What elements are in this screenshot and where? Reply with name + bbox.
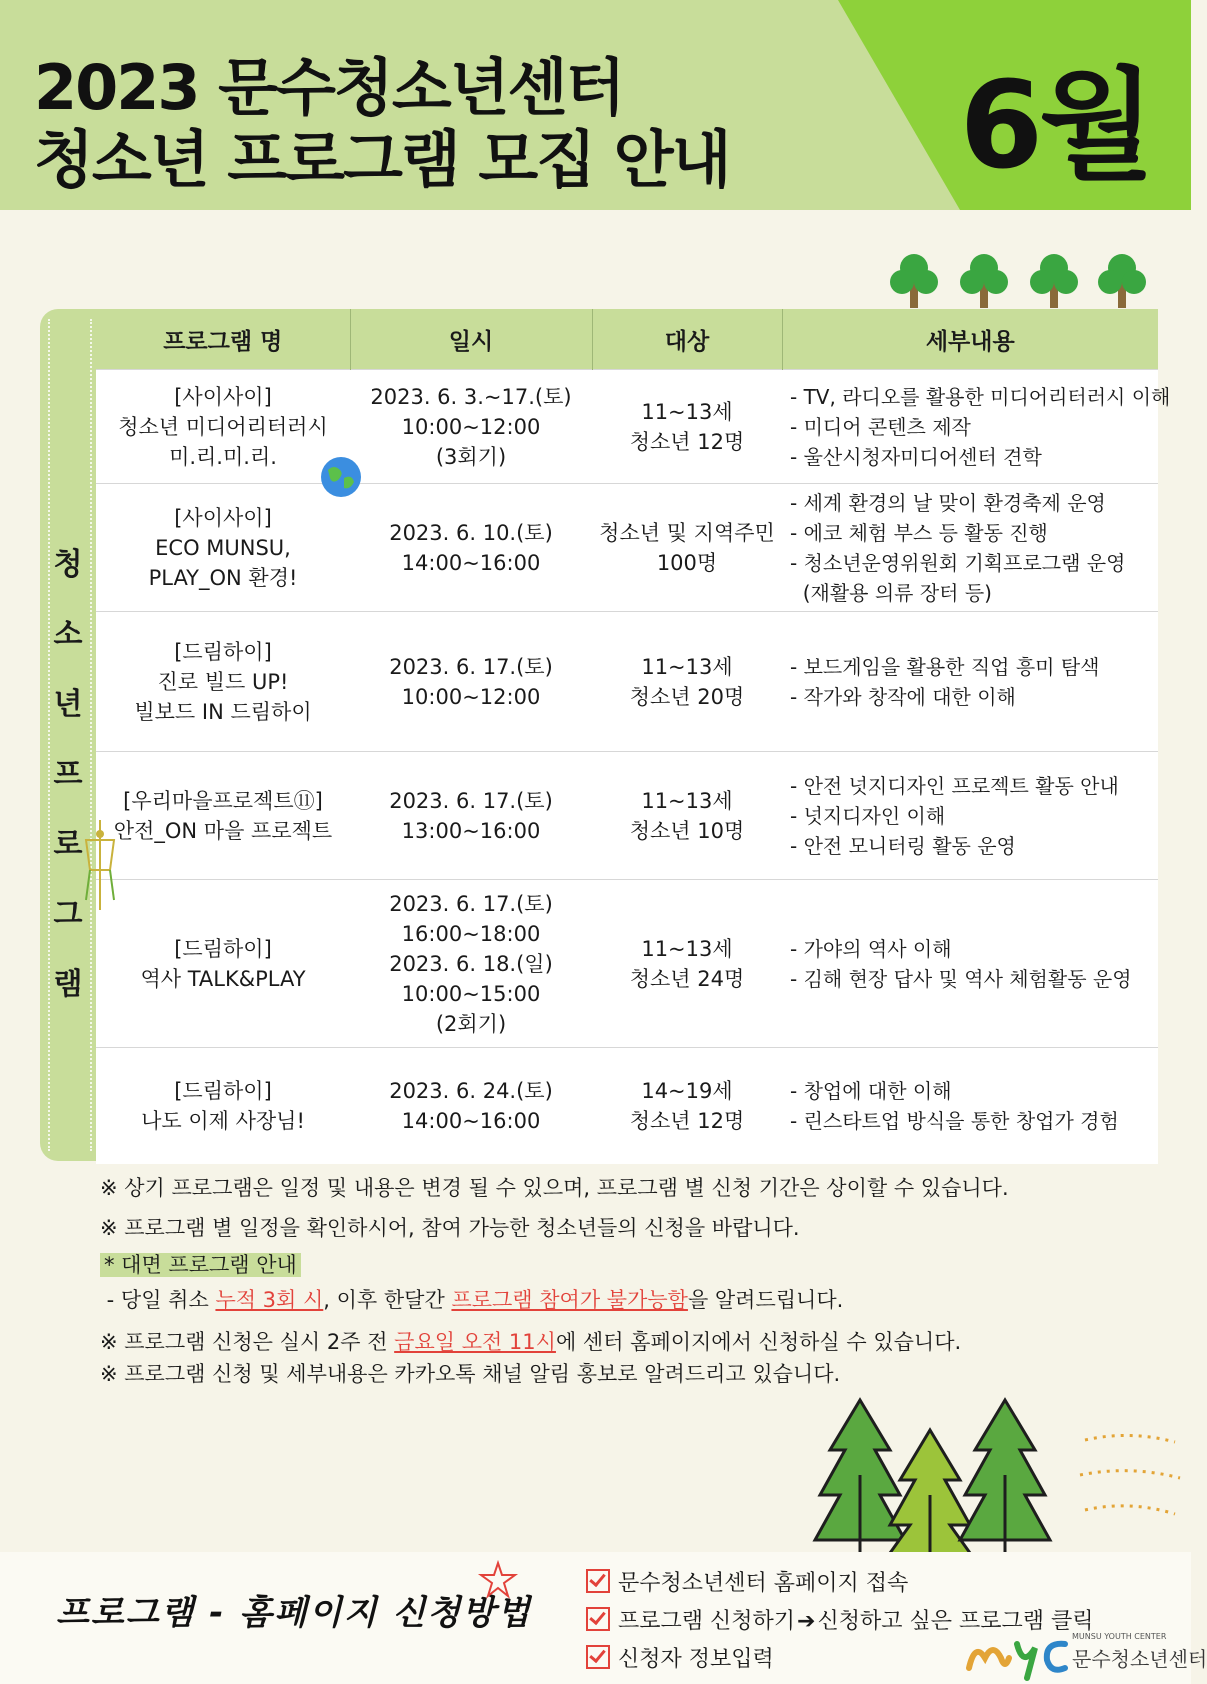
- program-date-cell: 2023. 6. 3.~17.(토) 10:00~12:00 (3회기): [350, 370, 592, 484]
- column-header-details: 세부내용: [782, 309, 1158, 370]
- program-target-cell: 14~19세 청소년 12명: [592, 1048, 782, 1164]
- table-row: [96, 370, 1158, 484]
- checkbox-icon: [586, 1645, 610, 1669]
- table-row: [96, 484, 1158, 612]
- sidebar-char: 로: [53, 827, 83, 862]
- page-title-line2: 청소년 프로그램 모집 안내: [34, 123, 730, 196]
- tree-icon: [960, 254, 1008, 308]
- tree-icon: [1098, 254, 1146, 308]
- sidebar-char: 소: [53, 617, 83, 652]
- table-header-row: [96, 309, 1158, 370]
- checkbox-icon: [586, 1607, 610, 1631]
- page-title-line1: 2023 문수청소년센터: [34, 51, 624, 124]
- sidebar-char: 년: [53, 687, 83, 722]
- program-target-cell: 11~13세 청소년 24명: [592, 880, 782, 1048]
- lantern-icon: [80, 820, 120, 910]
- program-date-cell: 2023. 6. 17.(토) 16:00~18:00 2023. 6. 18.(일) 10:00~15:00 (2회기): [350, 880, 592, 1048]
- globe-icon: [320, 456, 362, 498]
- step-enter-info: 신청자 정보입력: [586, 1642, 774, 1673]
- sidebar-char: 청: [53, 547, 83, 582]
- star-icon: [478, 1560, 518, 1600]
- program-date-cell: 2023. 6. 10.(토) 14:00~16:00: [350, 484, 592, 612]
- program-name-cell: [드림하이] 진로 빌드 UP! 빌보드 IN 드림하이: [96, 612, 350, 752]
- logo-english-text: MUNSU YOUTH CENTER: [1072, 1632, 1167, 1641]
- tree-icon: [1030, 254, 1078, 308]
- program-target-cell: 청소년 및 지역주민 100명: [592, 484, 782, 612]
- note-cancel-policy: - 당일 취소 누적 3회 시, 이후 한달간 프로그램 참여가 불가능함을 알려드립니다.: [100, 1288, 844, 1312]
- program-sidebar: [40, 309, 96, 1161]
- program-name-cell: [사이사이] ECO MUNSU, PLAY_ON 환경!: [96, 484, 350, 612]
- column-header-target: 대상: [592, 309, 782, 370]
- arrow-right-icon: ➔: [797, 1609, 816, 1634]
- program-date-cell: 2023. 6. 24.(토) 14:00~16:00: [350, 1048, 592, 1164]
- program-detail-cell: - 가야의 역사 이해 - 김해 현장 답사 및 역사 체험활동 운영: [782, 880, 1158, 1048]
- program-table: [96, 309, 1171, 1164]
- sidebar-char: 프: [53, 757, 83, 792]
- program-name-cell: [사이사이] 청소년 미디어리터러시 미.리.미.리.: [96, 370, 350, 484]
- program-date-cell: 2023. 6. 17.(토) 13:00~16:00: [350, 752, 592, 880]
- checkbox-icon: [586, 1569, 610, 1593]
- step-apply-program: 프로그램 신청하기➔신청하고 싶은 프로그램 클릭: [586, 1604, 1093, 1635]
- program-detail-cell: - TV, 라디오를 활용한 미디어리터러시 이해 - 미디어 콘텐츠 제작 - 울산시청자미디어센터 견학: [782, 370, 1158, 484]
- step-visit-homepage: 문수청소년센터 홈페이지 접속: [586, 1566, 908, 1597]
- column-header-date: 일시: [350, 309, 592, 370]
- table-row: [96, 612, 1158, 752]
- sidebar-char: 램: [53, 967, 83, 1002]
- program-name-cell: [드림하이] 나도 이제 사장님!: [96, 1048, 350, 1164]
- tree-icons-bottom: [815, 1395, 1065, 1565]
- program-name-cell: [우리마을프로젝트⑪] 안전_ON 마을 프로젝트: [96, 752, 350, 880]
- program-target-cell: 11~13세 청소년 10명: [592, 752, 782, 880]
- program-detail-cell: - 안전 넛지디자인 프로젝트 활동 안내 - 넛지디자인 이해 - 안전 모니터링 활동 운영: [782, 752, 1158, 880]
- tree-icon: [890, 254, 938, 308]
- program-detail-cell: - 보드게임을 활용한 직업 흥미 탐색 - 작가와 창작에 대한 이해: [782, 612, 1158, 752]
- table-row: [96, 1048, 1158, 1164]
- program-target-cell: 11~13세 청소년 12명: [592, 370, 782, 484]
- sidebar-char: 그: [53, 897, 83, 932]
- program-date-cell: 2023. 6. 17.(토) 10:00~12:00: [350, 612, 592, 752]
- table-row: [96, 880, 1158, 1048]
- column-header-name: 프로그램 명: [96, 309, 350, 370]
- note-application-time: ※ 프로그램 신청은 실시 2주 전 금요일 오전 11시에 센터 홈페이지에서 신청하실 수 있습니다.: [100, 1330, 962, 1354]
- program-detail-cell: - 창업에 대한 이해 - 린스타트업 방식을 통한 창업가 경험: [782, 1048, 1158, 1164]
- program-name-cell: [드림하이] 역사 TALK&PLAY: [96, 880, 350, 1048]
- tree-icon: [815, 1400, 905, 1560]
- tree-icon: [960, 1400, 1050, 1560]
- table-row: [96, 752, 1158, 880]
- program-target-cell: 11~13세 청소년 20명: [592, 612, 782, 752]
- header-banner: [0, 0, 1191, 210]
- decorative-dots: [1080, 1430, 1180, 1520]
- note-face-to-face-label: * 대면 프로그램 안내: [100, 1249, 301, 1279]
- tree-icons-top: [888, 250, 1158, 310]
- month-label: 6월: [959, 57, 1151, 196]
- note-kakao-channel: ※ 프로그램 신청 및 세부내용은 카카오톡 채널 알림 홍보로 알려드리고 있습니다.: [100, 1362, 841, 1386]
- footer-title: 프로그램 - 홈페이지 신청방법: [56, 1593, 532, 1633]
- note-schedule-change: ※ 상기 프로그램은 일정 및 내용은 변경 될 수 있으며, 프로그램 별 신청 기간은 상이할 수 있습니다.: [100, 1176, 1009, 1200]
- program-detail-cell: - 세계 환경의 날 맞이 환경축제 운영 - 에코 체험 부스 등 활동 진행 - 청소년운영위원회 기획프로그램 운영 (재활용 의류 장터 등): [782, 484, 1158, 612]
- logo-korean-text: 문수청소년센터: [1072, 1647, 1207, 1671]
- note-check-schedule: ※ 프로그램 별 일정을 확인하시어, 참여 가능한 청소년들의 신청을 바랍니다.: [100, 1216, 800, 1240]
